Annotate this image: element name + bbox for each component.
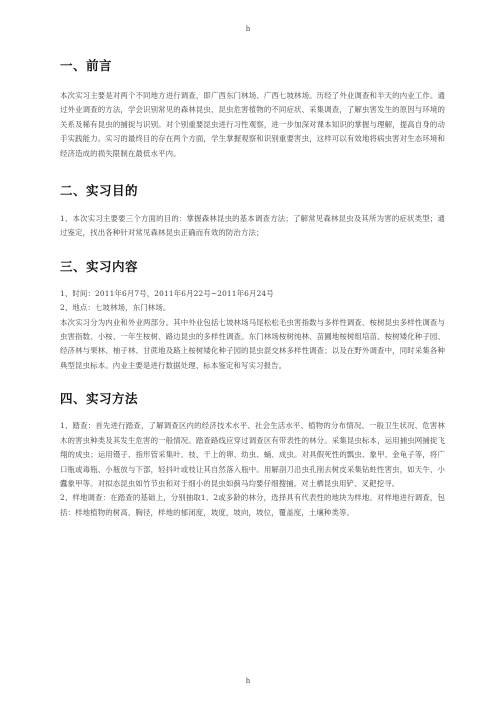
page-header: h	[245, 25, 251, 33]
section-title-methods: 四、实习方法	[60, 391, 139, 407]
method-survey: 1、踏查：首先进行踏查，了解调查区内的经济技术水平、社会生活水平、植物的分布情况、一般卫生状况、危害林木的害虫种类及其发生危害的一般情况。踏查路线应穿过调查区有带表性的林分。采集昆虫标本，运用捕虫网捕捉飞翔的成虫；运用镊子、指形管采集叶、枝、干上的卵、幼虫、蛹、成虫。对具假死性的瓢虫、象甲、金龟子等，将广口瓶或毒瓶、小瓶放与下部，轻抖叶或枝让其自然落入瓶中。用解剖刀沿虫孔削去树皮采集钻蛀性害虫，如天牛、小蠹象甲等。对拟态昆虫如竹节虫和对于细小的昆虫如蓟马均要仔细搜捕。对土栖昆虫用铲、叉耙挖寻。	[60, 421, 445, 488]
document-body	[60, 58, 445, 520]
section-title-purpose: 二、实习目的	[60, 183, 139, 199]
content-time: 1、时间：2011年6月7号，2011年6月22号~2011年6月24号	[60, 288, 274, 298]
preface-paragraph: 本次实习主要是对两个不同地方进行调查，即广西东门林场、广西七坡林场。历经了外业调查和半天的内业工作。通过外业调查的方法，学会识别常见的森林昆虫、昆虫危害植物的不同症状、采集调查，了解虫害发生的原因与环境的关系及稀有昆虫的捕捉与识别。对个别重要昆虫进行习性观察，进一步加深对课本知识的掌握与理解，提高自身的动手实践能力。实习的最终目的存在两个方面，学生掌握观察和识别重要害虫，这样可以有效地将病虫害对生态环境和经济造成的损失限制在最低水平内。	[60, 91, 445, 158]
content-location: 2、地点：七坡林场，东门林场。	[60, 303, 171, 313]
content-description: 本次实习分为内业和外业两部分。其中外业包括七坡林场马尾松松毛虫害指数与多样性调查、桉树昆虫多样性调查与虫害指数、小桉、一年生桉树、路边昆虫的多样性调查。东门林场桉树纯林、苗圃地桉树组培苗、桉树矮化种子园、经济林与果林、柚子林、甘蔗地及路上桉树矮化种子园的昆虫混交林多样性调查；以及在野外调查中，同时采集各种典型昆虫标本。内业主要是进行数据处理、标本鉴定和写实习报告。	[60, 317, 445, 370]
section-title-preface: 一、前言	[60, 58, 113, 73]
page-footer: h	[245, 677, 251, 685]
method-plot-survey: 2、样地调查：在踏查的基础上，分别抽取1、2或多龄的林分，选择具有代表性的地块为样地。对样地进行调查，包括：样地植物的树高、胸径，样地的郁闭度，坡度，坡向，坡位，覆盖度，土壤种类等。	[60, 493, 445, 517]
section-title-content: 三、实习内容	[60, 258, 139, 274]
purpose-paragraph: 1、本次实习主要要三个方面的目的：掌握森林昆虫的基本调查方法；了解常见森林昆虫及其所为害的症状类型；通过鉴定，找出各种针对常见森林昆虫正确而有效的防治方法；	[60, 214, 445, 238]
